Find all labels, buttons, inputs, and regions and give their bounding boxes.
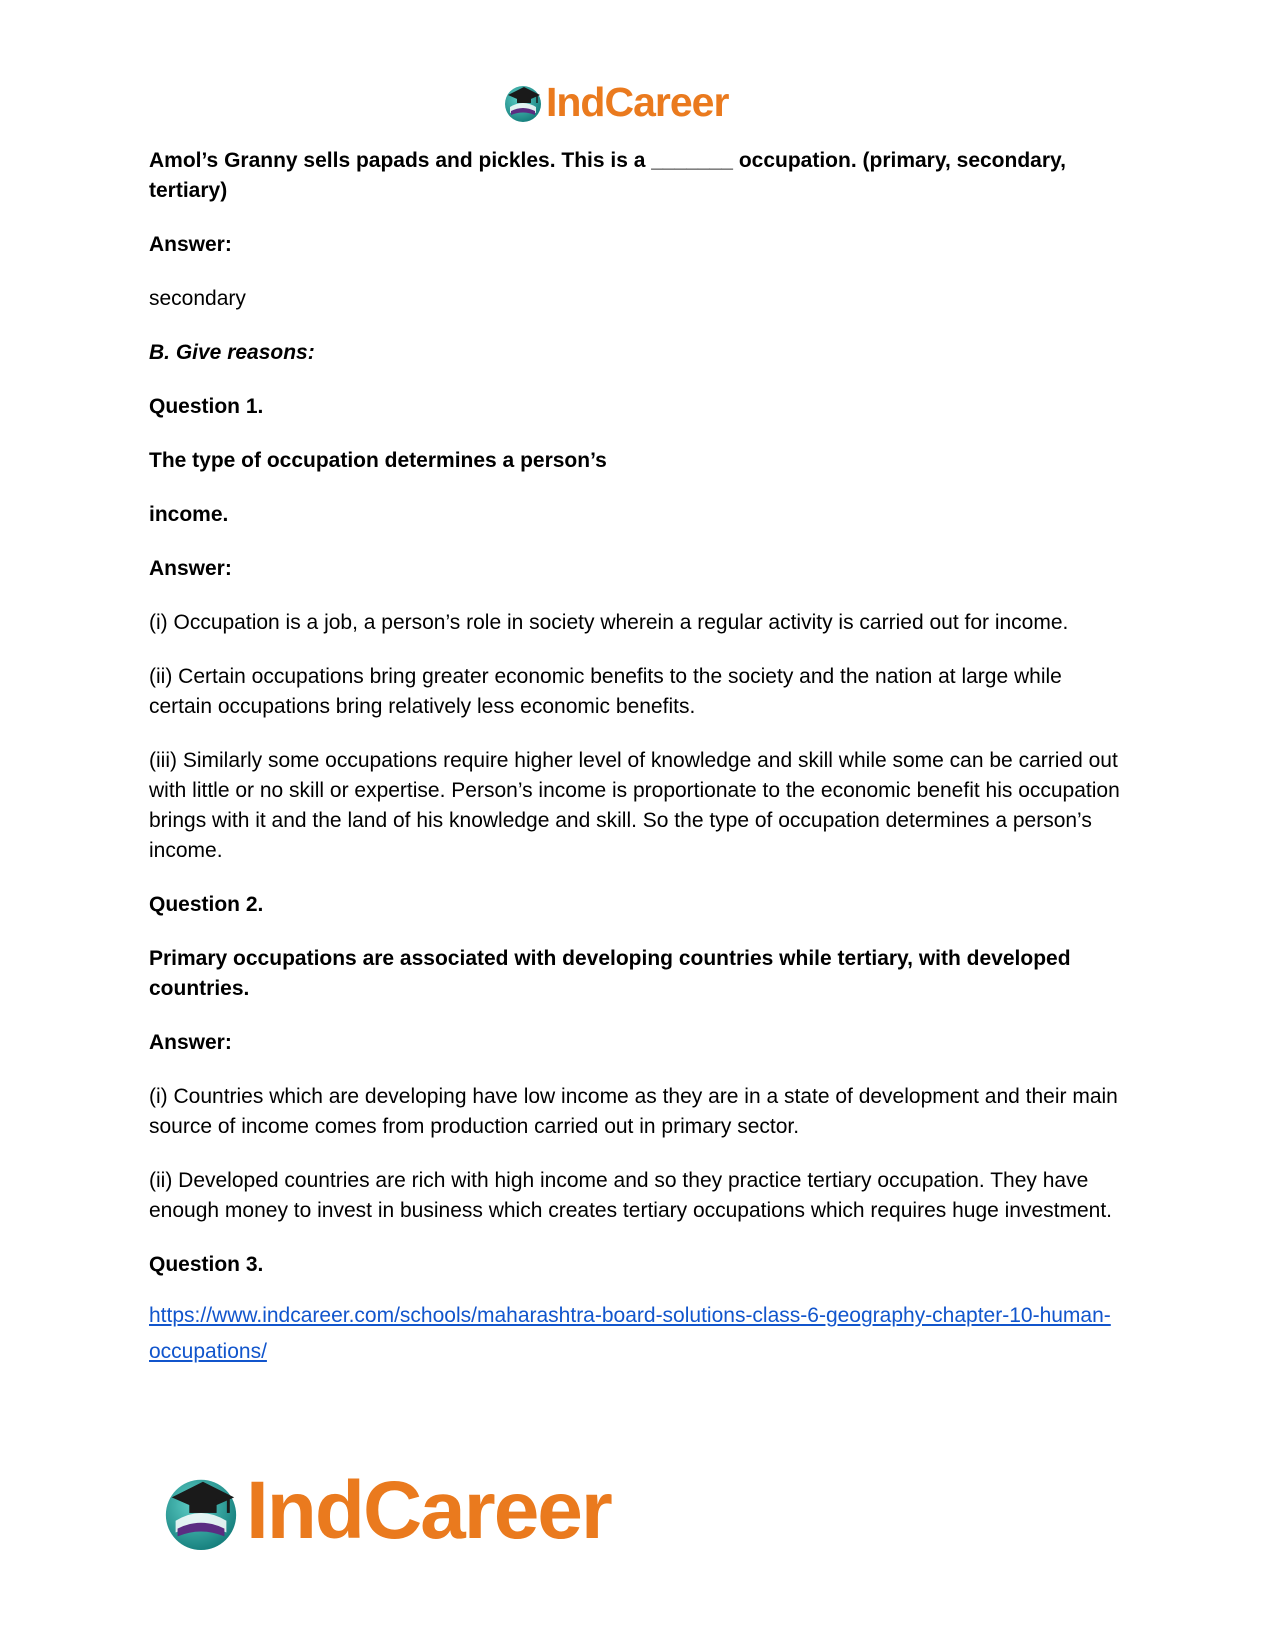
answer-label: Answer: bbox=[149, 1031, 232, 1054]
fill-question: Amol’s Granny sells papads and pickles. This is a _______ occupation. (primary, secondary, tertiary) bbox=[149, 149, 1066, 202]
section-heading: B. Give reasons: bbox=[149, 341, 315, 364]
question-label: Question 3. bbox=[149, 1253, 264, 1276]
footer-logo bbox=[160, 1465, 611, 1556]
answer-label: Answer: bbox=[149, 557, 232, 580]
question-label: Question 2. bbox=[149, 893, 264, 916]
answer-label: Answer: bbox=[149, 233, 232, 256]
answer-point: (iii) Similarly some occupations require higher level of knowledge and skill while some can be carried out with little or no skill or expertise. Person’s income is proportionate to the economic benefit his occupation brings with it and the land of his knowledge and skill. So the type of occupation determines a person’s income. bbox=[149, 749, 1120, 862]
answer-point: (ii) Developed countries are rich with high income and so they practice tertiary occupation. They have enough money to invest in business which creates tertiary occupations which requires huge investment. bbox=[149, 1169, 1113, 1222]
question-text: income. bbox=[149, 503, 229, 526]
answer-point: (i) Countries which are developing have low income as they are in a state of development and their main source of income comes from production carried out in primary sector. bbox=[149, 1085, 1118, 1138]
graduation-cap-globe-icon bbox=[502, 81, 544, 123]
answer-text: secondary bbox=[149, 287, 246, 310]
answer-point: (ii) Certain occupations bring greater economic benefits to the society and the nation at large while certain occupations bring relatively less economic benefits. bbox=[149, 665, 1062, 718]
question-label: Question 1. bbox=[149, 395, 264, 418]
graduation-cap-globe-icon bbox=[160, 1470, 242, 1552]
brand-name: IndCareer bbox=[546, 78, 729, 125]
answer-point: (i) Occupation is a job, a person’s role in society wherein a regular activity is carried out for income. bbox=[149, 611, 1069, 634]
source-link[interactable]: https://www.indcareer.com/schools/maharashtra-board-solutions-class-6-geography-chapter-10-human-occupations/ bbox=[149, 1304, 1111, 1363]
brand-name: IndCareer bbox=[246, 1465, 611, 1556]
document-body bbox=[149, 146, 1129, 1394]
question-text: Primary occupations are associated with developing countries while tertiary, with developed countries. bbox=[149, 947, 1071, 1000]
question-text: The type of occupation determines a person’s bbox=[149, 449, 607, 472]
header-logo bbox=[502, 80, 728, 124]
